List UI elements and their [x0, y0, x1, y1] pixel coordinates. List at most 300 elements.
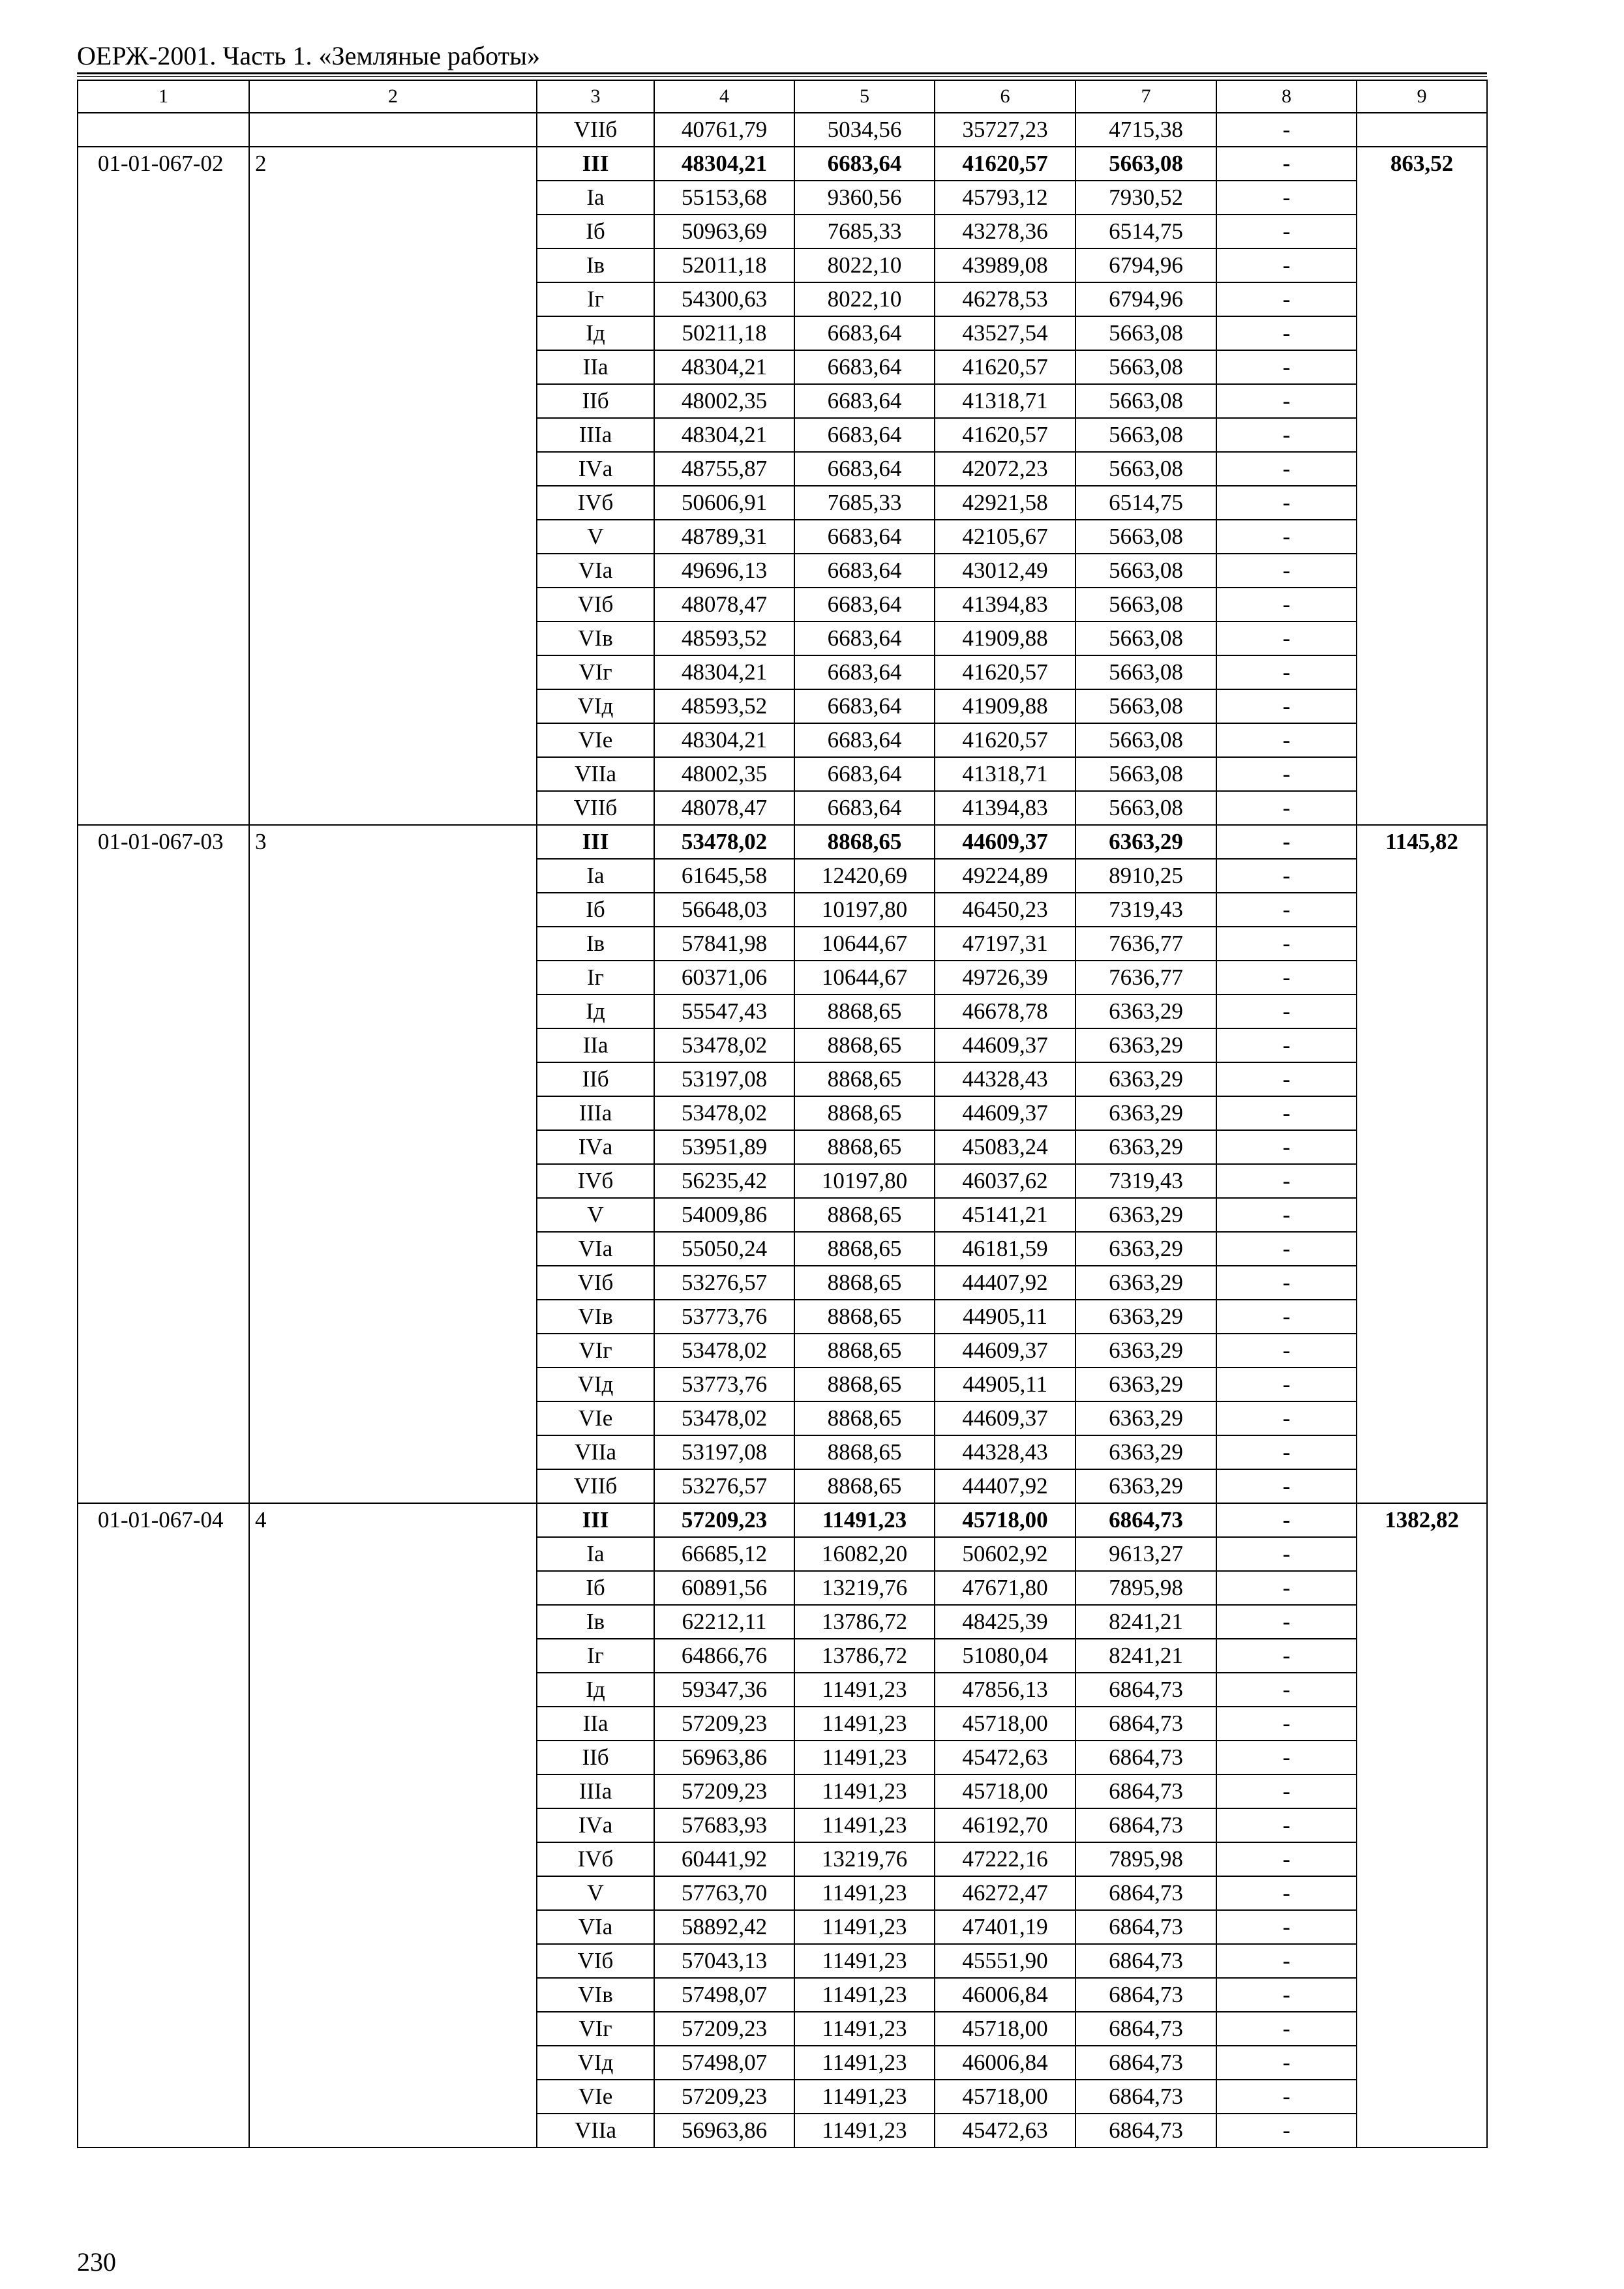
- value-cell: 47401,19: [935, 1910, 1075, 1944]
- value-cell: -: [1216, 1673, 1357, 1707]
- value-cell: 6683,64: [794, 452, 935, 486]
- value-cell: 53478,02: [654, 1028, 794, 1062]
- value-cell: 10644,67: [794, 961, 935, 995]
- value-cell: 45551,90: [935, 1944, 1075, 1978]
- value-cell: 8868,65: [794, 1096, 935, 1130]
- value-cell: -: [1216, 588, 1357, 621]
- value-cell: 46181,59: [935, 1232, 1075, 1266]
- value-cell: 8868,65: [794, 1232, 935, 1266]
- value-cell: 49726,39: [935, 961, 1075, 995]
- rate-code: 01-01-067-02: [78, 147, 249, 825]
- value-cell: 8868,65: [794, 1334, 935, 1368]
- value-cell: 6514,75: [1075, 215, 1216, 248]
- value-cell: 9613,27: [1075, 1537, 1216, 1571]
- value-cell: -: [1216, 1096, 1357, 1130]
- value-cell: 53276,57: [654, 1469, 794, 1503]
- value-cell: 11491,23: [794, 2114, 935, 2147]
- value-cell: 6363,29: [1075, 825, 1216, 859]
- value-cell: -: [1216, 486, 1357, 520]
- value-cell: 42921,58: [935, 486, 1075, 520]
- value-cell: -: [1216, 1842, 1357, 1876]
- value-cell: 48304,21: [654, 655, 794, 689]
- value-cell: 5663,08: [1075, 350, 1216, 384]
- value-cell: 46006,84: [935, 1978, 1075, 2012]
- value-cell: -: [1216, 2080, 1357, 2114]
- value-cell: -: [1216, 1368, 1357, 1401]
- value-cell: 4715,38: [1075, 113, 1216, 147]
- table-row: [78, 825, 1487, 859]
- value-cell: -: [1216, 1334, 1357, 1368]
- value-cell: 45083,24: [935, 1130, 1075, 1164]
- zone-cell: VIд: [537, 1368, 654, 1401]
- rate-number: 3: [249, 825, 537, 1503]
- value-cell: 6363,29: [1075, 1266, 1216, 1300]
- value-cell: 5663,08: [1075, 418, 1216, 452]
- value-cell: 45472,63: [935, 2114, 1075, 2147]
- zone-cell: V: [537, 1198, 654, 1232]
- value-cell: -: [1216, 1062, 1357, 1096]
- value-cell: 6864,73: [1075, 1978, 1216, 2012]
- value-cell: 45472,63: [935, 1741, 1075, 1774]
- zone-cell: VIIа: [537, 757, 654, 791]
- value-cell: 48078,47: [654, 791, 794, 825]
- value-cell: 56648,03: [654, 893, 794, 927]
- table-body: [78, 80, 1487, 2147]
- value-cell: 11491,23: [794, 1808, 935, 1842]
- value-cell: 8868,65: [794, 1300, 935, 1334]
- value-cell: 11491,23: [794, 1944, 935, 1978]
- header-rule-thin: [77, 76, 1487, 77]
- value-cell: 57683,93: [654, 1808, 794, 1842]
- value-cell: -: [1216, 1707, 1357, 1741]
- value-cell: -: [1216, 893, 1357, 927]
- column-number: 6: [935, 80, 1075, 113]
- value-cell: -: [1216, 1232, 1357, 1266]
- zone-cell: VIе: [537, 723, 654, 757]
- value-cell: 7930,52: [1075, 181, 1216, 215]
- value-cell: 16082,20: [794, 1537, 935, 1571]
- zone-cell: Iб: [537, 1571, 654, 1605]
- value-cell: 41620,57: [935, 655, 1075, 689]
- value-cell: 44609,37: [935, 825, 1075, 859]
- zone-cell: VIа: [537, 1910, 654, 1944]
- value-cell: 8868,65: [794, 1401, 935, 1435]
- value-cell: 6683,64: [794, 520, 935, 554]
- value-cell: 7895,98: [1075, 1842, 1216, 1876]
- value-cell: 5663,08: [1075, 384, 1216, 418]
- value-cell: 5663,08: [1075, 520, 1216, 554]
- zone-cell: Iв: [537, 1605, 654, 1639]
- zone-cell: VIе: [537, 2080, 654, 2114]
- value-cell: 6683,64: [794, 588, 935, 621]
- value-cell: 48002,35: [654, 757, 794, 791]
- value-cell: 56963,86: [654, 1741, 794, 1774]
- zone-cell: VIв: [537, 1300, 654, 1334]
- value-cell: 6363,29: [1075, 1401, 1216, 1435]
- value-cell: 41394,83: [935, 791, 1075, 825]
- zone-cell: IIIа: [537, 1096, 654, 1130]
- value-cell: 45718,00: [935, 1503, 1075, 1537]
- value-cell: 44609,37: [935, 1028, 1075, 1062]
- value-cell: 57209,23: [654, 1774, 794, 1808]
- table-row: [78, 113, 1487, 147]
- value-cell: 5663,08: [1075, 621, 1216, 655]
- value-cell: 8868,65: [794, 825, 935, 859]
- value-cell: 41909,88: [935, 689, 1075, 723]
- zone-cell: IIIа: [537, 418, 654, 452]
- value-cell: 53478,02: [654, 825, 794, 859]
- value-cell: 11491,23: [794, 2012, 935, 2046]
- value-cell: 47856,13: [935, 1673, 1075, 1707]
- value-cell: -: [1216, 655, 1357, 689]
- value-cell: 57209,23: [654, 1503, 794, 1537]
- value-cell: 48304,21: [654, 723, 794, 757]
- value-cell: 53773,76: [654, 1300, 794, 1334]
- value-cell: 66685,12: [654, 1537, 794, 1571]
- value-cell: -: [1216, 1164, 1357, 1198]
- zone-cell: Iб: [537, 215, 654, 248]
- value-cell: -: [1216, 1808, 1357, 1842]
- page-header: ОЕРЖ-2001. Часть 1. «Земляные работы»: [77, 41, 540, 70]
- value-cell: 8868,65: [794, 1368, 935, 1401]
- value-cell: 11491,23: [794, 1978, 935, 2012]
- value-cell: 6363,29: [1075, 995, 1216, 1028]
- zone-cell: VIд: [537, 2046, 654, 2080]
- zone-cell: VIб: [537, 1944, 654, 1978]
- value-cell: 41909,88: [935, 621, 1075, 655]
- zone-cell: Iг: [537, 961, 654, 995]
- value-cell: -: [1216, 1571, 1357, 1605]
- value-cell: 6683,64: [794, 554, 935, 588]
- value-cell: -: [1216, 1028, 1357, 1062]
- column-number: 1: [78, 80, 249, 113]
- zone-cell: VIб: [537, 1266, 654, 1300]
- value-cell: 6864,73: [1075, 1876, 1216, 1910]
- zone-cell: VIIб: [537, 113, 654, 147]
- value-cell: 6683,64: [794, 316, 935, 350]
- value-cell: 6363,29: [1075, 1232, 1216, 1266]
- value-cell: -: [1216, 1300, 1357, 1334]
- value-cell: 8868,65: [794, 1435, 935, 1469]
- zone-cell: IIб: [537, 384, 654, 418]
- zone-cell: IVб: [537, 1842, 654, 1876]
- zone-cell: V: [537, 1876, 654, 1910]
- value-cell: 60891,56: [654, 1571, 794, 1605]
- value-cell: 59347,36: [654, 1673, 794, 1707]
- value-cell: 7319,43: [1075, 1164, 1216, 1198]
- value-cell: -: [1216, 452, 1357, 486]
- value-cell: 57841,98: [654, 927, 794, 961]
- value-cell: -: [1216, 1401, 1357, 1435]
- value-cell: 53478,02: [654, 1096, 794, 1130]
- value-cell: 45718,00: [935, 1774, 1075, 1808]
- value-cell: 47222,16: [935, 1842, 1075, 1876]
- value-cell: -: [1216, 554, 1357, 588]
- value-cell: 12420,69: [794, 859, 935, 893]
- value-cell: -: [1216, 2046, 1357, 2080]
- value-cell: -: [1216, 825, 1357, 859]
- value-cell: 6363,29: [1075, 1198, 1216, 1232]
- value-cell: 8241,21: [1075, 1639, 1216, 1673]
- value-cell: -: [1216, 791, 1357, 825]
- value-cell: -: [1216, 1605, 1357, 1639]
- value-cell: 8022,10: [794, 248, 935, 282]
- value-cell: 6363,29: [1075, 1368, 1216, 1401]
- value-cell: 7319,43: [1075, 893, 1216, 927]
- value-cell: 45718,00: [935, 1707, 1075, 1741]
- value-cell: -: [1216, 995, 1357, 1028]
- value-cell: 57043,13: [654, 1944, 794, 1978]
- value-cell: 46006,84: [935, 2046, 1075, 2080]
- value-cell: 6864,73: [1075, 2012, 1216, 2046]
- zone-cell: IIа: [537, 1028, 654, 1062]
- value-cell: 44609,37: [935, 1096, 1075, 1130]
- empty-cell: [1357, 113, 1487, 147]
- value-cell: 6683,64: [794, 350, 935, 384]
- column-number: 3: [537, 80, 654, 113]
- value-cell: 46278,53: [935, 282, 1075, 316]
- zone-cell: VIб: [537, 588, 654, 621]
- zone-cell: Iв: [537, 248, 654, 282]
- value-cell: 6683,64: [794, 791, 935, 825]
- value-cell: -: [1216, 1774, 1357, 1808]
- zone-cell: VIв: [537, 1978, 654, 2012]
- table-row: [78, 1503, 1487, 1537]
- value-cell: 56235,42: [654, 1164, 794, 1198]
- value-cell: 54300,63: [654, 282, 794, 316]
- value-cell: 9360,56: [794, 181, 935, 215]
- value-cell: -: [1216, 961, 1357, 995]
- column-number: 8: [1216, 80, 1357, 113]
- value-cell: -: [1216, 723, 1357, 757]
- value-cell: 43989,08: [935, 248, 1075, 282]
- zone-cell: VIг: [537, 655, 654, 689]
- zone-cell: VIе: [537, 1401, 654, 1435]
- value-cell: -: [1216, 1910, 1357, 1944]
- value-cell: 8868,65: [794, 1198, 935, 1232]
- value-cell: 60371,06: [654, 961, 794, 995]
- value-cell: 53276,57: [654, 1266, 794, 1300]
- value-cell: 11491,23: [794, 1707, 935, 1741]
- value-cell: -: [1216, 1944, 1357, 1978]
- value-cell: 11491,23: [794, 1774, 935, 1808]
- value-cell: 6683,64: [794, 147, 935, 181]
- value-cell: 13786,72: [794, 1605, 935, 1639]
- value-cell: 6683,64: [794, 655, 935, 689]
- value-cell: -: [1216, 1130, 1357, 1164]
- value-cell: 41394,83: [935, 588, 1075, 621]
- value-cell: 6864,73: [1075, 1673, 1216, 1707]
- value-cell: 49224,89: [935, 859, 1075, 893]
- value-cell: 46678,78: [935, 995, 1075, 1028]
- zone-cell: VIа: [537, 554, 654, 588]
- zone-cell: VIIа: [537, 1435, 654, 1469]
- value-cell: 7636,77: [1075, 927, 1216, 961]
- value-cell: 5663,08: [1075, 791, 1216, 825]
- value-cell: 57209,23: [654, 1707, 794, 1741]
- value-cell: 44328,43: [935, 1435, 1075, 1469]
- rate-number: 2: [249, 147, 537, 825]
- value-cell: 51080,04: [935, 1639, 1075, 1673]
- value-cell: 55050,24: [654, 1232, 794, 1266]
- value-cell: 6363,29: [1075, 1096, 1216, 1130]
- zone-cell: VIв: [537, 621, 654, 655]
- value-cell: 44609,37: [935, 1401, 1075, 1435]
- zone-cell: IIа: [537, 1707, 654, 1741]
- value-cell: 7895,98: [1075, 1571, 1216, 1605]
- value-cell: -: [1216, 520, 1357, 554]
- value-cell: 56963,86: [654, 2114, 794, 2147]
- value-cell: -: [1216, 1266, 1357, 1300]
- value-cell: -: [1216, 1639, 1357, 1673]
- value-cell: 46192,70: [935, 1808, 1075, 1842]
- zone-cell: Iд: [537, 316, 654, 350]
- value-cell: 50963,69: [654, 215, 794, 248]
- value-cell: 43527,54: [935, 316, 1075, 350]
- value-cell: 44328,43: [935, 1062, 1075, 1096]
- value-cell: 41318,71: [935, 384, 1075, 418]
- zone-cell: Iв: [537, 927, 654, 961]
- zone-cell: Iб: [537, 893, 654, 927]
- value-cell: 53197,08: [654, 1435, 794, 1469]
- zone-cell: IIа: [537, 350, 654, 384]
- zone-cell: VIг: [537, 1334, 654, 1368]
- value-cell: 8868,65: [794, 1062, 935, 1096]
- column-9-total: 863,52: [1357, 147, 1487, 825]
- value-cell: 13219,76: [794, 1842, 935, 1876]
- value-cell: -: [1216, 1537, 1357, 1571]
- value-cell: 44407,92: [935, 1266, 1075, 1300]
- value-cell: 53478,02: [654, 1334, 794, 1368]
- zone-cell: III: [537, 1503, 654, 1537]
- value-cell: 10197,80: [794, 893, 935, 927]
- value-cell: 6363,29: [1075, 1334, 1216, 1368]
- value-cell: 11491,23: [794, 1910, 935, 1944]
- page-number: 230: [77, 2247, 116, 2277]
- value-cell: 55547,43: [654, 995, 794, 1028]
- value-cell: 53951,89: [654, 1130, 794, 1164]
- value-cell: 57209,23: [654, 2012, 794, 2046]
- empty-cell: [249, 113, 537, 147]
- value-cell: -: [1216, 1469, 1357, 1503]
- value-cell: -: [1216, 384, 1357, 418]
- value-cell: 6794,96: [1075, 248, 1216, 282]
- value-cell: 46037,62: [935, 1164, 1075, 1198]
- zone-cell: IVб: [537, 1164, 654, 1198]
- zone-cell: III: [537, 147, 654, 181]
- value-cell: 53197,08: [654, 1062, 794, 1096]
- value-cell: 57763,70: [654, 1876, 794, 1910]
- value-cell: 45141,21: [935, 1198, 1075, 1232]
- zone-cell: Iа: [537, 1537, 654, 1571]
- value-cell: 48002,35: [654, 384, 794, 418]
- zone-cell: IVб: [537, 486, 654, 520]
- value-cell: 35727,23: [935, 113, 1075, 147]
- value-cell: 41620,57: [935, 350, 1075, 384]
- value-cell: 13219,76: [794, 1571, 935, 1605]
- value-cell: 8868,65: [794, 1469, 935, 1503]
- value-cell: 48593,52: [654, 689, 794, 723]
- value-cell: 13786,72: [794, 1639, 935, 1673]
- value-cell: 48078,47: [654, 588, 794, 621]
- value-cell: 11491,23: [794, 2046, 935, 2080]
- value-cell: 8868,65: [794, 1028, 935, 1062]
- value-cell: -: [1216, 2012, 1357, 2046]
- value-cell: 49696,13: [654, 554, 794, 588]
- value-cell: 41620,57: [935, 723, 1075, 757]
- value-cell: -: [1216, 2114, 1357, 2147]
- value-cell: 5663,08: [1075, 655, 1216, 689]
- value-cell: 48304,21: [654, 350, 794, 384]
- value-cell: 8022,10: [794, 282, 935, 316]
- value-cell: -: [1216, 621, 1357, 655]
- zone-cell: IIб: [537, 1741, 654, 1774]
- value-cell: -: [1216, 1978, 1357, 2012]
- zone-cell: VIд: [537, 689, 654, 723]
- value-cell: -: [1216, 248, 1357, 282]
- value-cell: -: [1216, 1435, 1357, 1469]
- value-cell: 6864,73: [1075, 1503, 1216, 1537]
- value-cell: 41620,57: [935, 147, 1075, 181]
- value-cell: 64866,76: [654, 1639, 794, 1673]
- value-cell: 6864,73: [1075, 1741, 1216, 1774]
- zone-cell: III: [537, 825, 654, 859]
- zone-cell: IVа: [537, 1808, 654, 1842]
- value-cell: 47671,80: [935, 1571, 1075, 1605]
- value-cell: 45793,12: [935, 181, 1075, 215]
- column-9-total: 1145,82: [1357, 825, 1487, 1503]
- value-cell: 45718,00: [935, 2080, 1075, 2114]
- value-cell: 8241,21: [1075, 1605, 1216, 1639]
- value-cell: 41318,71: [935, 757, 1075, 791]
- value-cell: 47197,31: [935, 927, 1075, 961]
- value-cell: 50606,91: [654, 486, 794, 520]
- zone-cell: IIIа: [537, 1774, 654, 1808]
- value-cell: -: [1216, 147, 1357, 181]
- value-cell: 44905,11: [935, 1300, 1075, 1334]
- rate-code: 01-01-067-04: [78, 1503, 249, 2147]
- rate-number: 4: [249, 1503, 537, 2147]
- value-cell: 5663,08: [1075, 757, 1216, 791]
- value-cell: -: [1216, 113, 1357, 147]
- column-number: 4: [654, 80, 794, 113]
- empty-cell: [78, 113, 249, 147]
- value-cell: 11491,23: [794, 2080, 935, 2114]
- value-cell: -: [1216, 757, 1357, 791]
- value-cell: 43012,49: [935, 554, 1075, 588]
- value-cell: 11491,23: [794, 1876, 935, 1910]
- value-cell: 6864,73: [1075, 2114, 1216, 2147]
- value-cell: 62212,11: [654, 1605, 794, 1639]
- value-cell: 48755,87: [654, 452, 794, 486]
- value-cell: 43278,36: [935, 215, 1075, 248]
- value-cell: -: [1216, 215, 1357, 248]
- value-cell: 6363,29: [1075, 1028, 1216, 1062]
- column-number-row: [78, 80, 1487, 113]
- value-cell: -: [1216, 350, 1357, 384]
- value-cell: 44905,11: [935, 1368, 1075, 1401]
- zone-cell: Iа: [537, 859, 654, 893]
- zone-cell: IVа: [537, 1130, 654, 1164]
- value-cell: 5034,56: [794, 113, 935, 147]
- value-cell: 11491,23: [794, 1673, 935, 1707]
- zone-cell: Iа: [537, 181, 654, 215]
- value-cell: 7685,33: [794, 486, 935, 520]
- value-cell: 46272,47: [935, 1876, 1075, 1910]
- value-cell: 7685,33: [794, 215, 935, 248]
- value-cell: -: [1216, 927, 1357, 961]
- value-cell: 6363,29: [1075, 1435, 1216, 1469]
